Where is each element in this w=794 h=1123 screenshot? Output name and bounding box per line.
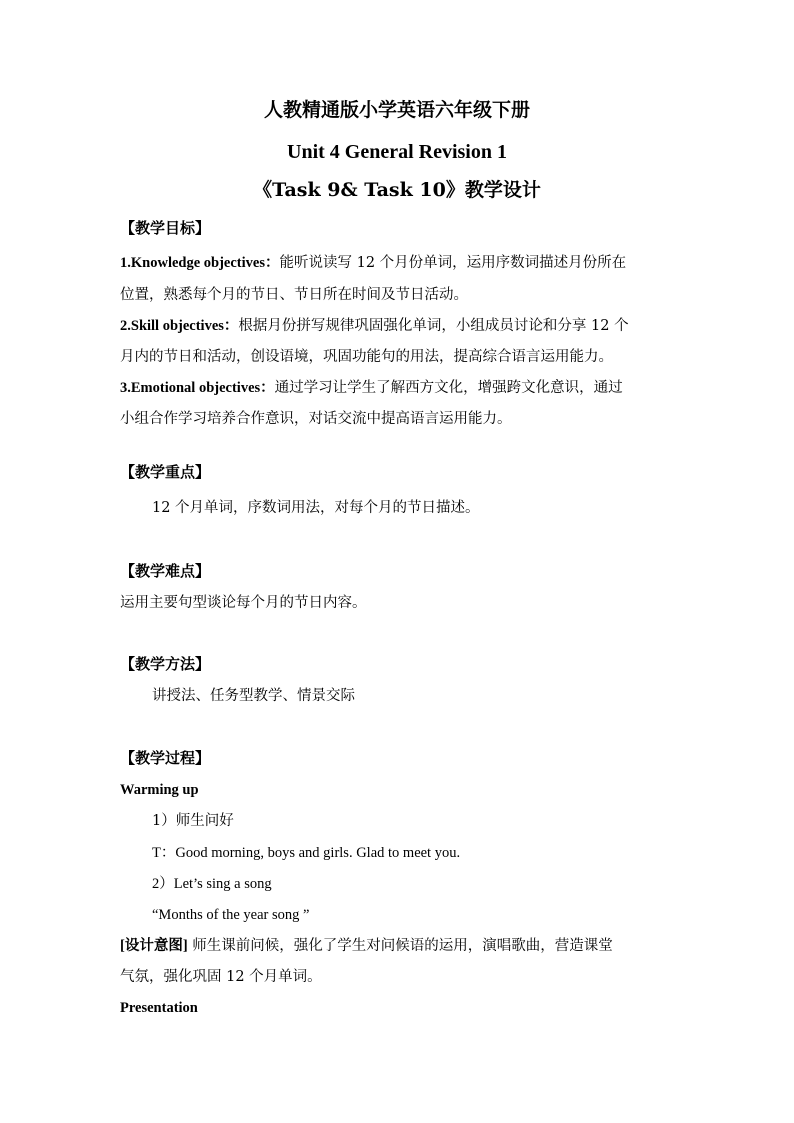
skill-objective-line-2: 月内的节日和活动，创设语境，巩固功能句的用法，提高综合语言运用能力。 <box>120 349 613 365</box>
warming-up-label: Warming up <box>120 782 199 798</box>
difficulties-text: 运用主要句型谈论每个月的节日内容。 <box>120 595 367 611</box>
design-intent-line-2: 气氛，强化巩固 12 个月单词。 <box>120 969 322 985</box>
knowledge-objective-line-1 <box>120 253 626 273</box>
design-intent-text: 师生课前问候，强化了学生对问候语的运用，演唱歌曲，营造课堂 <box>187 938 613 954</box>
step-1: 1）师生问好 <box>152 813 234 829</box>
design-intent-line-1 <box>120 936 613 956</box>
emotional-objective-label: 3.Emotional objectives： <box>120 380 275 396</box>
knowledge-objective-line-2: 位置，熟悉每个月的节日、节日所在时间及节日活动。 <box>120 287 468 303</box>
emotional-objective-line-1 <box>120 378 623 398</box>
process-heading: 【教学过程】 <box>120 749 211 767</box>
objectives-heading: 【教学目标】 <box>120 219 211 237</box>
key-points-text: 12 个月单词，序数词用法，对每个月的节日描述。 <box>152 500 480 516</box>
emotional-objective-text: 通过学习让学生了解西方文化，增强跨文化意识，通过 <box>274 380 623 396</box>
document-title: 人教精通版小学英语六年级下册 <box>263 99 530 121</box>
skill-objective-text: 根据月份拼写规律巩固强化单词，小组成员讨论和分享 12 个 <box>238 318 629 334</box>
methods-heading: 【教学方法】 <box>120 655 211 673</box>
design-intent-label: [设计意图] <box>120 938 188 954</box>
presentation-label: Presentation <box>120 1000 198 1016</box>
difficulties-heading: 【教学难点】 <box>120 562 211 580</box>
emotional-objective-line-2: 小组合作学习培养合作意识，对话交流中提高语言运用能力。 <box>120 411 512 427</box>
step-1-dialogue: T：Good morning, boys and girls. Glad to meet you. <box>152 845 461 861</box>
knowledge-objective-text: 能听说读写 12 个月份单词，运用序数词描述月份所在 <box>279 255 627 271</box>
knowledge-objective-label: 1.Knowledge objectives： <box>120 255 280 271</box>
methods-text: 讲授法、任务型教学、情景交际 <box>152 688 355 704</box>
unit-title: Unit 4 General Revision 1 <box>287 141 507 163</box>
key-points-heading: 【教学重点】 <box>120 463 211 481</box>
skill-objective-label: 2.Skill objectives： <box>120 318 239 334</box>
lesson-title: 《Task 9& Task 10》教学设计 <box>253 179 541 201</box>
skill-objective-line-1 <box>120 316 629 336</box>
step-2-song: “Months of the year song ” <box>152 907 310 923</box>
step-2: 2）Let’s sing a song <box>152 876 272 892</box>
